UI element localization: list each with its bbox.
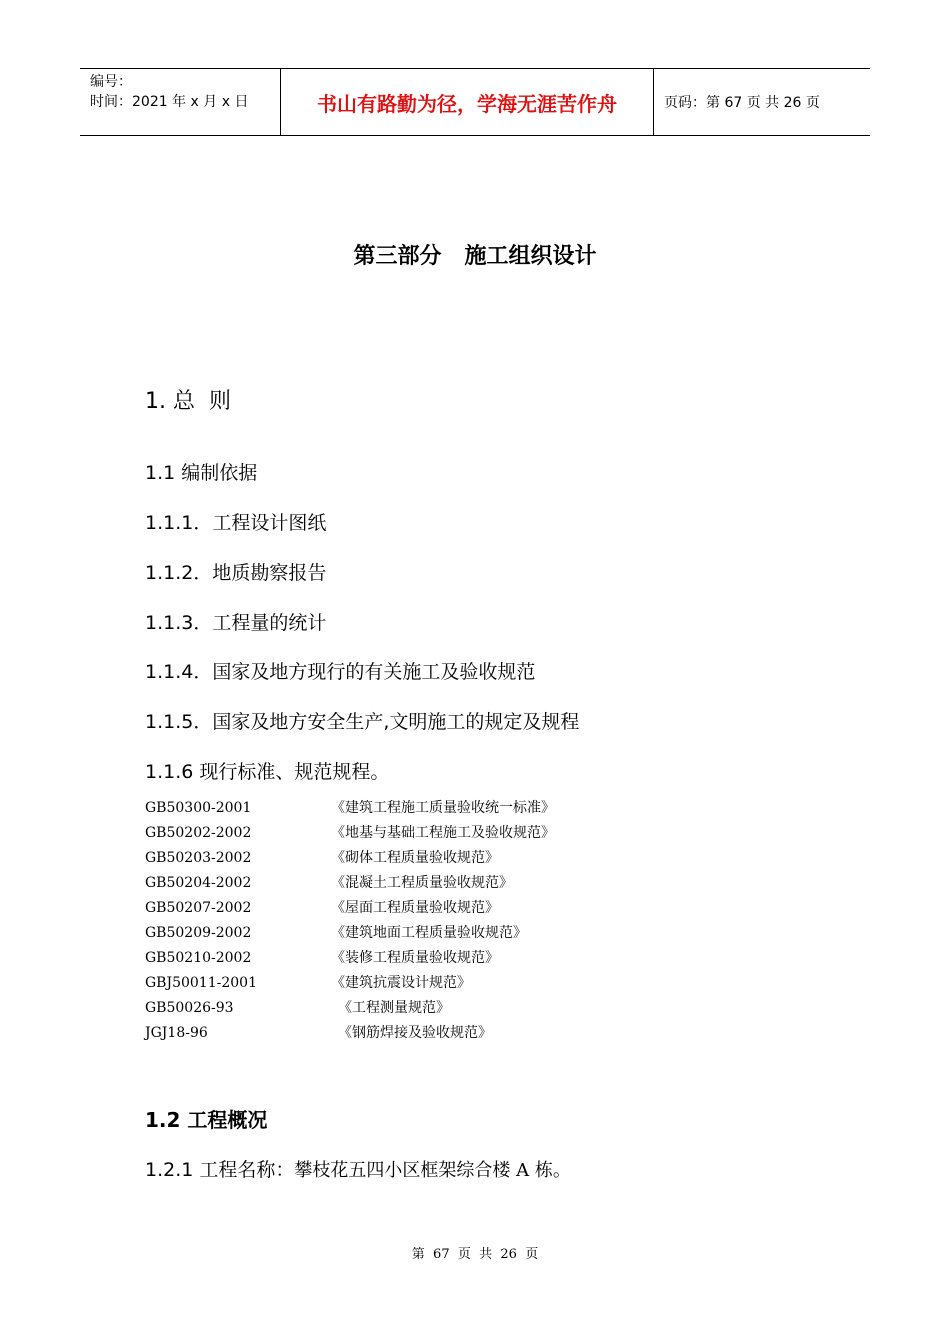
basis-item: 1.1.2．地质勘察报告 bbox=[145, 562, 327, 584]
subsection-heading-basis: 1.1 编制依据 bbox=[145, 462, 258, 484]
standard-code: GBJ50011-2001 bbox=[145, 975, 257, 991]
basis-item: 1.1.4．国家及地方现行的有关施工及验收规范 bbox=[145, 661, 536, 683]
standard-name: 《砌体工程质量验收规范》 bbox=[331, 850, 499, 866]
date-label: 时间：2021 年 x 月 x 日 bbox=[90, 94, 249, 110]
page-title: 第三部分 施工组织设计 bbox=[353, 244, 597, 269]
basis-item: 1.1.6 现行标准、规范规程。 bbox=[145, 761, 390, 783]
standard-name: 《混凝土工程质量验收规范》 bbox=[331, 875, 513, 891]
standard-name: 《装修工程质量验收规范》 bbox=[331, 950, 499, 966]
project-name-label: 1.2.1 工程名称： bbox=[145, 1159, 295, 1181]
basis-item: 1.1.3．工程量的统计 bbox=[145, 612, 327, 634]
project-name-value: 攀枝花五四小区框架综合楼 A 栋。 bbox=[294, 1160, 571, 1181]
standard-row bbox=[145, 971, 745, 996]
standard-row bbox=[145, 846, 745, 871]
standard-code: GB50300-2001 bbox=[145, 800, 252, 816]
number-label: 编号： bbox=[90, 74, 132, 90]
page-footer: 第 67 页 共 26 页 bbox=[411, 1247, 539, 1262]
standard-code: GB50203-2002 bbox=[145, 850, 252, 866]
basis-item: 1.1.1．工程设计图纸 bbox=[145, 512, 327, 534]
subsection-heading-overview: 1.2 工程概况 bbox=[145, 1108, 268, 1132]
standard-code: GB50209-2002 bbox=[145, 925, 252, 941]
standard-name: 《工程测量规范》 bbox=[338, 1000, 450, 1016]
document-header bbox=[80, 68, 870, 136]
page-info: 页码：第 67 页 共 26 页 bbox=[664, 95, 820, 111]
standard-name: 《地基与基础工程施工及验收规范》 bbox=[331, 825, 555, 841]
standard-row bbox=[145, 1021, 745, 1046]
standard-name: 《建筑工程施工质量验收统一标准》 bbox=[331, 800, 555, 816]
standard-name: 《建筑抗震设计规范》 bbox=[331, 975, 471, 991]
standard-row bbox=[145, 896, 745, 921]
standard-code: GB50204-2002 bbox=[145, 875, 252, 891]
standard-code: GB50207-2002 bbox=[145, 900, 252, 916]
standard-name: 《屋面工程质量验收规范》 bbox=[331, 900, 499, 916]
standard-row bbox=[145, 996, 745, 1021]
header-page-cell bbox=[654, 69, 870, 135]
motto-text: 书山有路勤为径，学海无涯苦作舟 bbox=[317, 92, 617, 116]
standard-code: GB50210-2002 bbox=[145, 950, 252, 966]
standard-row bbox=[145, 946, 745, 971]
standard-name: 《建筑地面工程质量验收规范》 bbox=[331, 925, 527, 941]
project-name-line bbox=[145, 1156, 571, 1185]
section-heading-general: 1. 总 则 bbox=[145, 389, 231, 414]
standard-code: GB50202-2002 bbox=[145, 825, 252, 841]
header-motto-cell bbox=[281, 69, 654, 135]
standard-row bbox=[145, 921, 745, 946]
standard-code: GB50026-93 bbox=[145, 1000, 234, 1016]
standard-name: 《钢筋焊接及验收规范》 bbox=[338, 1025, 492, 1041]
standard-row bbox=[145, 796, 745, 821]
basis-item: 1.1.5．国家及地方安全生产,文明施工的规定及规程 bbox=[145, 711, 580, 733]
standard-row bbox=[145, 821, 745, 846]
header-meta-cell bbox=[80, 69, 281, 135]
standard-row bbox=[145, 871, 745, 896]
standard-code: JGJ18-96 bbox=[145, 1025, 208, 1041]
